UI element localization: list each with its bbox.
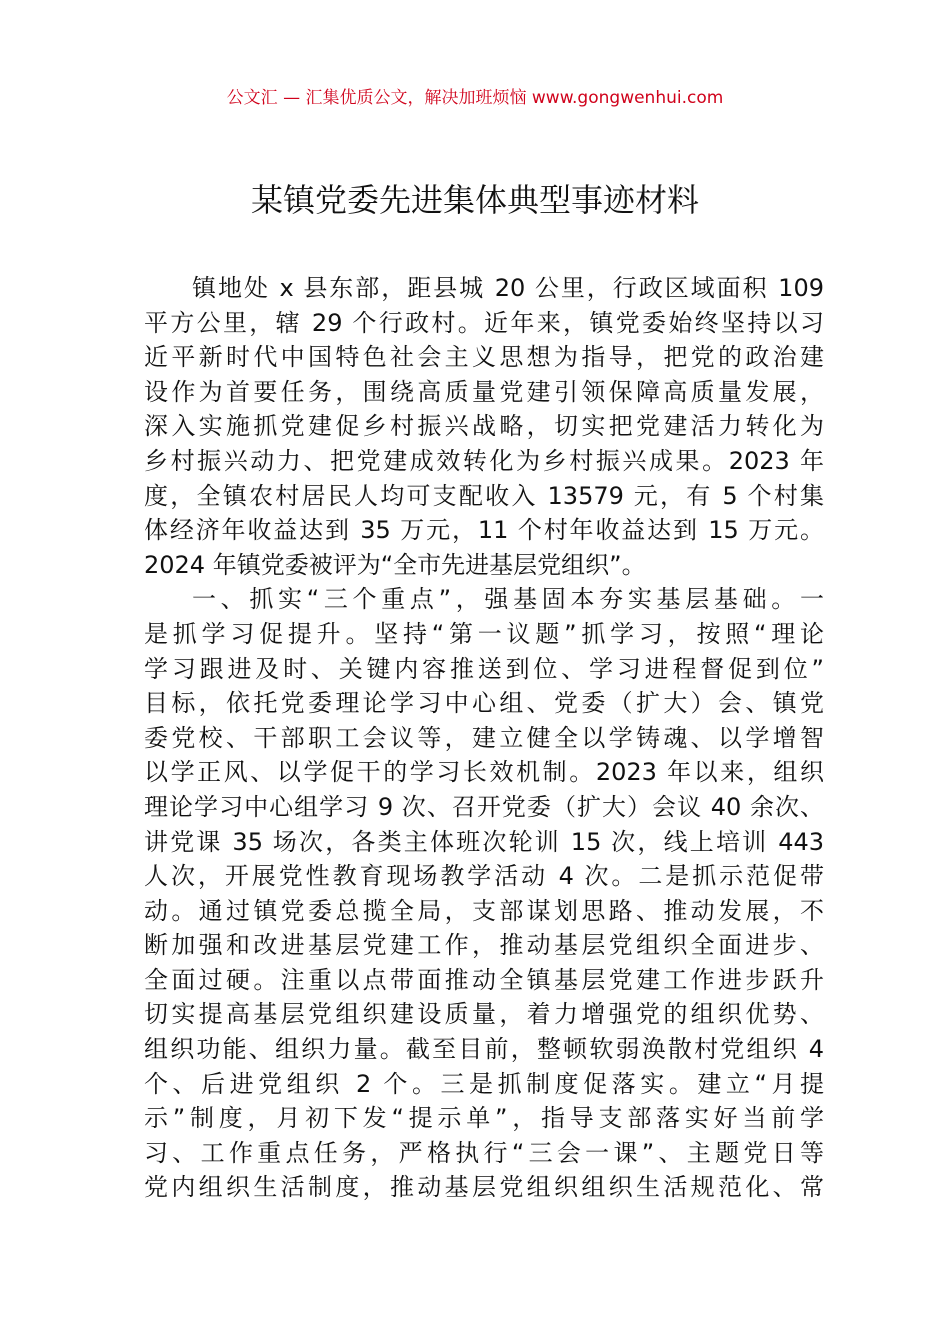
body-line: 委党校、干部职工会议等，建立健全以学铸魂、以学增智 xyxy=(144,723,824,752)
body-line: 目标，依托党委理论学习中心组、党委（扩大）会、镇党 xyxy=(144,689,824,718)
header-banner: 公文汇 — 汇集优质公文，解决加班烦恼 www.gongwenhui.com xyxy=(226,88,724,108)
body-line: 近平新时代中国特色社会主义思想为指导，把党的政治建 xyxy=(144,343,824,372)
body-line: 镇地处 x 县东部，距县城 20 公里，行政区域面积 109 xyxy=(192,274,824,302)
body-line: 以学正风、以学促干的学习长效机制。2023 年以来，组织 xyxy=(144,758,824,787)
body-line: 习、工作重点任务，严格执行“三会一课”、主题党日等 xyxy=(144,1138,824,1167)
body-line: 讲党课 35 场次，各类主体班次轮训 15 次，线上培训 443 xyxy=(144,827,824,856)
body-line: 断加强和改进基层党建工作，推动基层党组织全面进步、 xyxy=(144,931,824,960)
body-line: 度，全镇农村居民人均可支配收入 13579 元，有 5 个村集 xyxy=(144,481,824,510)
body-line: 全面过硬。注重以点带面推动全镇基层党建工作进步跃升 xyxy=(144,965,824,994)
body-line: 个、后进党组织 2 个。三是抓制度促落实。建立“月提 xyxy=(144,1069,824,1098)
body-line: 体经济年收益达到 35 万元，11 个村年收益达到 15 万元。 xyxy=(144,516,824,545)
body-line: 深入实施抓党建促乡村振兴战略，切实把党建活力转化为 xyxy=(144,412,824,441)
body-line: 设作为首要任务，围绕高质量党建引领保障高质量发展， xyxy=(144,377,824,406)
body-line: 动。通过镇党委总揽全局，支部谋划思路、推动发展，不 xyxy=(144,896,824,925)
body-line: 示”制度，月初下发“提示单”，指导支部落实好当前学 xyxy=(144,1104,824,1133)
body-line: 切实提高基层党组织建设质量，着力增强党的组织优势、 xyxy=(144,1000,824,1029)
body-line: 组织功能、组织力量。截至目前，整顿软弱涣散村党组织 4 xyxy=(144,1035,824,1064)
document-title: 某镇党委先进集体典型事迹材料 xyxy=(250,181,699,219)
document-body xyxy=(144,271,824,1205)
body-line: 是抓学习促提升。坚持“第一议题”抓学习，按照“理论 xyxy=(144,619,824,648)
body-line: 2024 年镇党委被评为“全市先进基层党组织”。 xyxy=(144,550,646,579)
body-line: 理论学习中心组学习 9 次、召开党委（扩大）会议 40 余次、 xyxy=(144,792,824,821)
body-line: 学习跟进及时、关键内容推送到位、学习进程督促到位” xyxy=(144,654,824,683)
body-line: 一、抓实“三个重点”，强基固本夯实基层基础。一 xyxy=(192,585,824,614)
body-line: 乡村振兴动力、把党建成效转化为乡村振兴成果。2023 年 xyxy=(144,446,824,475)
body-line: 人次，开展党性教育现场教学活动 4 次。二是抓示范促带 xyxy=(144,862,824,891)
body-line: 党内组织生活制度，推动基层党组织组织生活规范化、常 xyxy=(144,1173,824,1202)
body-line: 平方公里，辖 29 个行政村。近年来，镇党委始终坚持以习 xyxy=(144,308,824,337)
